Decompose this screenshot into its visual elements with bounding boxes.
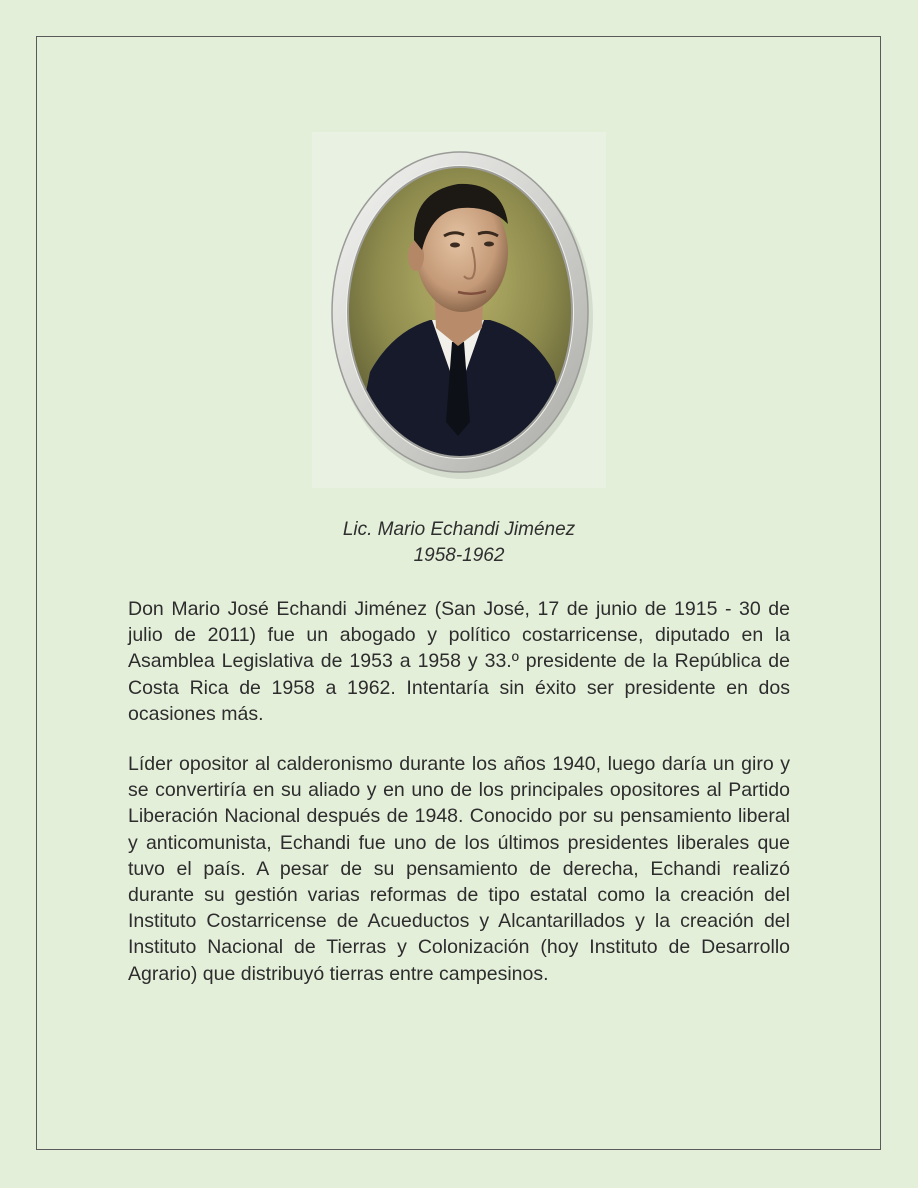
biography-paragraph-2: Líder opositor al calderonismo durante los años 1940, luego daría un giro y se convertiría en su aliado y en uno de los principales opositores al Partido Liberación Nacional después de 1948. Conocido por su pensamiento liberal y anticomunista, Echandi fue uno de los últimos presidentes liberales que tuvo el país. A pesar de su pensamiento de derecha, Echandi realizó durante su gestión varias reformas de tipo estatal como la creación del Instituto Costarricense de Acueductos y Alcantarillados y la creación del Instituto Nacional de Tierras y Colonización (hoy Instituto de Desarrollo Agrario) que distribuyó tierras entre campesinos. [128, 753, 790, 985]
caption-years: 1958-1962 [413, 545, 505, 566]
portrait [312, 132, 606, 488]
oval-portrait-icon [312, 132, 606, 488]
biography-paragraph-1: Don Mario José Echandi Jiménez (San José, 17 de junio de 1915 - 30 de julio de 2011) fue un abogado y político costarricense, diputado en la Asamblea Legislativa de 1953 a 1958 y 33.º presidente de la República de Costa Rica de 1958 a 1962. Intentaría sin éxito ser presidente en dos ocasiones más. [128, 598, 790, 725]
caption-name: Lic. Mario Echandi Jiménez [342, 519, 576, 540]
